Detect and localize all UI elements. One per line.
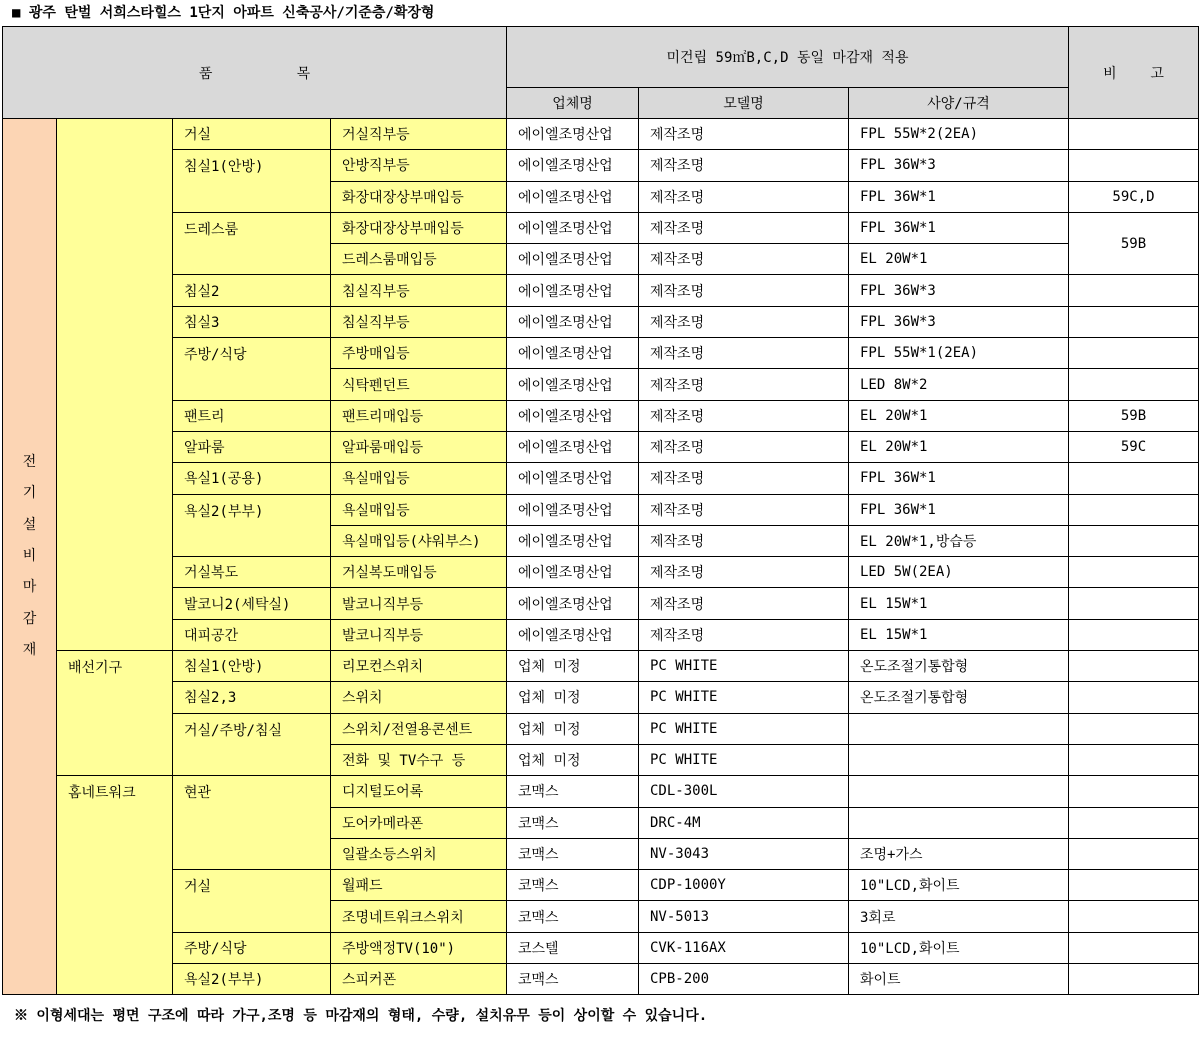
room-cell: 거실복도 <box>173 557 331 588</box>
table-row <box>3 932 1199 963</box>
remark-cell <box>1069 932 1199 963</box>
spec-cell: EL 15W*1 <box>849 588 1069 619</box>
company-cell: 업체 미정 <box>507 682 639 713</box>
spec-cell: EL 20W*1,방습등 <box>849 525 1069 556</box>
company-cell: 에이엘조명산업 <box>507 181 639 212</box>
table-row <box>3 431 1199 462</box>
company-cell: 에이엘조명산업 <box>507 212 639 243</box>
item-cell: 스위치 <box>331 682 507 713</box>
spec-cell: 온도조절기통합형 <box>849 651 1069 682</box>
room-cell: 주방/식당 <box>173 338 331 401</box>
model-cell: 제작조명 <box>639 369 849 400</box>
item-cell: 디지털도어록 <box>331 776 507 807</box>
model-cell: 제작조명 <box>639 400 849 431</box>
company-cell: 업체 미정 <box>507 651 639 682</box>
remark-cell <box>1069 776 1199 807</box>
remark-cell <box>1069 964 1199 995</box>
table-row <box>3 870 1199 901</box>
company-cell: 에이엘조명산업 <box>507 588 639 619</box>
table-row <box>3 776 1199 807</box>
room-cell: 침실2 <box>173 275 331 306</box>
spec-cell: 10"LCD,화이트 <box>849 932 1069 963</box>
company-cell: 업체 미정 <box>507 744 639 775</box>
company-cell: 코맥스 <box>507 870 639 901</box>
model-cell: 제작조명 <box>639 275 849 306</box>
remark-cell <box>1069 744 1199 775</box>
remark-cell <box>1069 807 1199 838</box>
model-cell: NV-5013 <box>639 901 849 932</box>
company-cell: 에이엘조명산업 <box>507 557 639 588</box>
table-row <box>3 557 1199 588</box>
model-cell: PC WHITE <box>639 744 849 775</box>
document-title: ■ 광주 탄벌 서희스타힐스 1단지 아파트 신축공사/기준층/확장형 <box>12 5 435 21</box>
item-cell: 욕실매입등 <box>331 494 507 525</box>
item-cell: 도어카메라폰 <box>331 807 507 838</box>
company-cell: 에이엘조명산업 <box>507 244 639 275</box>
model-cell: 제작조명 <box>639 119 849 150</box>
table-row <box>3 338 1199 369</box>
room-cell: 욕실2(부부) <box>173 494 331 557</box>
spec-cell: FPL 36W*1 <box>849 181 1069 212</box>
spec-cell: EL 20W*1 <box>849 244 1069 275</box>
model-cell: 제작조명 <box>639 525 849 556</box>
model-cell: CDL-300L <box>639 776 849 807</box>
table-row <box>3 651 1199 682</box>
spec-cell: FPL 36W*3 <box>849 275 1069 306</box>
category-char: 설 <box>22 516 37 533</box>
company-cell: 코맥스 <box>507 838 639 869</box>
room-cell: 대피공간 <box>173 619 331 650</box>
item-cell: 침실직부등 <box>331 306 507 337</box>
company-cell: 에이엘조명산업 <box>507 431 639 462</box>
model-cell: 제작조명 <box>639 150 849 181</box>
model-cell: PC WHITE <box>639 682 849 713</box>
item-cell: 욕실매입등(샤워부스) <box>331 525 507 556</box>
model-cell: 제작조명 <box>639 463 849 494</box>
spec-cell: 조명+가스 <box>849 838 1069 869</box>
company-cell: 코맥스 <box>507 901 639 932</box>
model-cell: 제작조명 <box>639 431 849 462</box>
header-remark: 비 고 <box>1069 27 1199 119</box>
item-cell: 화장대장상부매입등 <box>331 212 507 243</box>
room-cell: 알파룸 <box>173 431 331 462</box>
spec-cell <box>849 744 1069 775</box>
room-cell: 주방/식당 <box>173 932 331 963</box>
item-cell: 식탁펜던트 <box>331 369 507 400</box>
company-cell: 코맥스 <box>507 964 639 995</box>
remark-cell <box>1069 619 1199 650</box>
model-cell: NV-3043 <box>639 838 849 869</box>
remark-cell <box>1069 588 1199 619</box>
spec-cell <box>849 807 1069 838</box>
item-cell: 리모컨스위치 <box>331 651 507 682</box>
company-cell: 에이엘조명산업 <box>507 494 639 525</box>
company-cell: 에이엘조명산업 <box>507 306 639 337</box>
category-char: 비 <box>22 548 37 564</box>
finish-materials-table <box>2 26 1199 995</box>
room-cell: 침실1(안방) <box>173 150 331 213</box>
model-cell: PC WHITE <box>639 651 849 682</box>
category-char: 기 <box>22 485 37 502</box>
company-cell: 에이엘조명산업 <box>507 463 639 494</box>
model-cell: 제작조명 <box>639 588 849 619</box>
item-cell: 전화 및 TV수구 등 <box>331 744 507 775</box>
model-cell: 제작조명 <box>639 338 849 369</box>
category-char: 재 <box>22 641 37 658</box>
spec-cell: LED 8W*2 <box>849 369 1069 400</box>
spec-cell: 온도조절기통합형 <box>849 682 1069 713</box>
header-model: 모델명 <box>639 88 849 119</box>
item-cell: 드레스룸매입등 <box>331 244 507 275</box>
item-cell: 팬트리매입등 <box>331 400 507 431</box>
model-cell: CDP-1000Y <box>639 870 849 901</box>
spec-cell: FPL 36W*1 <box>849 494 1069 525</box>
room-cell: 거실 <box>173 870 331 933</box>
table-row <box>3 212 1199 243</box>
table-row <box>3 400 1199 431</box>
item-cell: 화장대장상부매입등 <box>331 181 507 212</box>
item-cell: 발코니직부등 <box>331 619 507 650</box>
room-cell: 팬트리 <box>173 400 331 431</box>
remark-cell <box>1069 150 1199 181</box>
item-cell: 조명네트워크스위치 <box>331 901 507 932</box>
table-row <box>3 682 1199 713</box>
item-cell: 거실복도매입등 <box>331 557 507 588</box>
header-apply: 미건립 59㎡B,C,D 동일 마감재 적용 <box>507 27 1069 88</box>
category-char: 감 <box>22 610 37 627</box>
item-cell: 안방직부등 <box>331 150 507 181</box>
remark-cell <box>1069 870 1199 901</box>
room-cell: 침실1(안방) <box>173 651 331 682</box>
model-cell: 제작조명 <box>639 557 849 588</box>
item-cell: 일괄소등스위치 <box>331 838 507 869</box>
spec-cell <box>849 776 1069 807</box>
category-cell <box>3 119 57 995</box>
remark-cell: 59C <box>1069 431 1199 462</box>
spec-cell: 화이트 <box>849 964 1069 995</box>
room-cell: 거실/주방/침실 <box>173 713 331 776</box>
room-cell: 욕실2(부부) <box>173 964 331 995</box>
model-cell: 제작조명 <box>639 181 849 212</box>
remark-cell <box>1069 494 1199 525</box>
room-cell: 욕실1(공용) <box>173 463 331 494</box>
remark-cell <box>1069 557 1199 588</box>
item-cell: 발코니직부등 <box>331 588 507 619</box>
item-cell: 스피커폰 <box>331 964 507 995</box>
remark-cell <box>1069 463 1199 494</box>
model-cell: 제작조명 <box>639 306 849 337</box>
group-cell-wiring: 배선기구 <box>57 651 173 776</box>
company-cell: 에이엘조명산업 <box>507 525 639 556</box>
room-cell: 거실 <box>173 119 331 150</box>
item-cell: 월패드 <box>331 870 507 901</box>
remark-cell <box>1069 306 1199 337</box>
table-row <box>3 306 1199 337</box>
table-row <box>3 150 1199 181</box>
item-cell: 알파룸매입등 <box>331 431 507 462</box>
table-row <box>3 619 1199 650</box>
company-cell: 에이엘조명산업 <box>507 400 639 431</box>
model-cell: 제작조명 <box>639 494 849 525</box>
item-cell: 스위치/전열용콘센트 <box>331 713 507 744</box>
remark-cell <box>1069 275 1199 306</box>
category-char: 마 <box>22 579 37 596</box>
spec-cell: FPL 55W*2(2EA) <box>849 119 1069 150</box>
remark-cell: 59C,D <box>1069 181 1199 212</box>
remark-cell <box>1069 119 1199 150</box>
company-cell: 코맥스 <box>507 776 639 807</box>
table-row <box>3 713 1199 744</box>
category-char: 전 <box>22 454 37 471</box>
footnote: ※ 이형세대는 평면 구조에 따라 가구,조명 등 마감재의 형태, 수량, 설치유무 등이 상이할 수 있습니다. <box>14 1008 708 1024</box>
company-cell: 에이엘조명산업 <box>507 150 639 181</box>
company-cell: 에이엘조명산업 <box>507 369 639 400</box>
model-cell: PC WHITE <box>639 713 849 744</box>
remark-cell <box>1069 369 1199 400</box>
header-company: 업체명 <box>507 88 639 119</box>
model-cell: CPB-200 <box>639 964 849 995</box>
spec-cell: EL 15W*1 <box>849 619 1069 650</box>
remark-cell: 59B <box>1069 212 1199 275</box>
item-cell: 거실직부등 <box>331 119 507 150</box>
table-row <box>3 588 1199 619</box>
spec-cell: 3회로 <box>849 901 1069 932</box>
remark-cell <box>1069 838 1199 869</box>
company-cell: 코스텔 <box>507 932 639 963</box>
spec-cell: FPL 55W*1(2EA) <box>849 338 1069 369</box>
table-row <box>3 964 1199 995</box>
spec-cell: 10"LCD,화이트 <box>849 870 1069 901</box>
company-cell: 에이엘조명산업 <box>507 338 639 369</box>
company-cell: 코맥스 <box>507 807 639 838</box>
model-cell: 제작조명 <box>639 244 849 275</box>
group-cell-lighting <box>57 119 173 651</box>
header-item: 품 목 <box>3 27 507 119</box>
model-cell: DRC-4M <box>639 807 849 838</box>
spec-cell: EL 20W*1 <box>849 400 1069 431</box>
company-cell: 에이엘조명산업 <box>507 275 639 306</box>
item-cell: 주방액정TV(10") <box>331 932 507 963</box>
spec-cell <box>849 713 1069 744</box>
spec-cell: EL 20W*1 <box>849 431 1069 462</box>
spec-cell: FPL 36W*3 <box>849 150 1069 181</box>
remark-cell <box>1069 713 1199 744</box>
table-row <box>3 119 1199 150</box>
model-cell: CVK-116AX <box>639 932 849 963</box>
model-cell: 제작조명 <box>639 212 849 243</box>
item-cell: 욕실매입등 <box>331 463 507 494</box>
room-cell: 침실3 <box>173 306 331 337</box>
remark-cell <box>1069 338 1199 369</box>
company-cell: 에이엘조명산업 <box>507 619 639 650</box>
remark-cell <box>1069 901 1199 932</box>
group-cell-home-network: 홈네트워크 <box>57 776 173 995</box>
spec-cell: FPL 36W*1 <box>849 212 1069 243</box>
company-cell: 업체 미정 <box>507 713 639 744</box>
company-cell: 에이엘조명산업 <box>507 119 639 150</box>
item-cell: 주방매입등 <box>331 338 507 369</box>
room-cell: 발코니2(세탁실) <box>173 588 331 619</box>
room-cell: 드레스룸 <box>173 212 331 275</box>
remark-cell: 59B <box>1069 400 1199 431</box>
remark-cell <box>1069 682 1199 713</box>
spec-cell: FPL 36W*1 <box>849 463 1069 494</box>
remark-cell <box>1069 525 1199 556</box>
room-cell: 침실2,3 <box>173 682 331 713</box>
room-cell: 현관 <box>173 776 331 870</box>
header-spec: 사양/규격 <box>849 88 1069 119</box>
model-cell: 제작조명 <box>639 619 849 650</box>
spec-cell: LED 5W(2EA) <box>849 557 1069 588</box>
table-row <box>3 275 1199 306</box>
spec-cell: FPL 36W*3 <box>849 306 1069 337</box>
table-row <box>3 463 1199 494</box>
table-row <box>3 494 1199 525</box>
remark-cell <box>1069 651 1199 682</box>
item-cell: 침실직부등 <box>331 275 507 306</box>
